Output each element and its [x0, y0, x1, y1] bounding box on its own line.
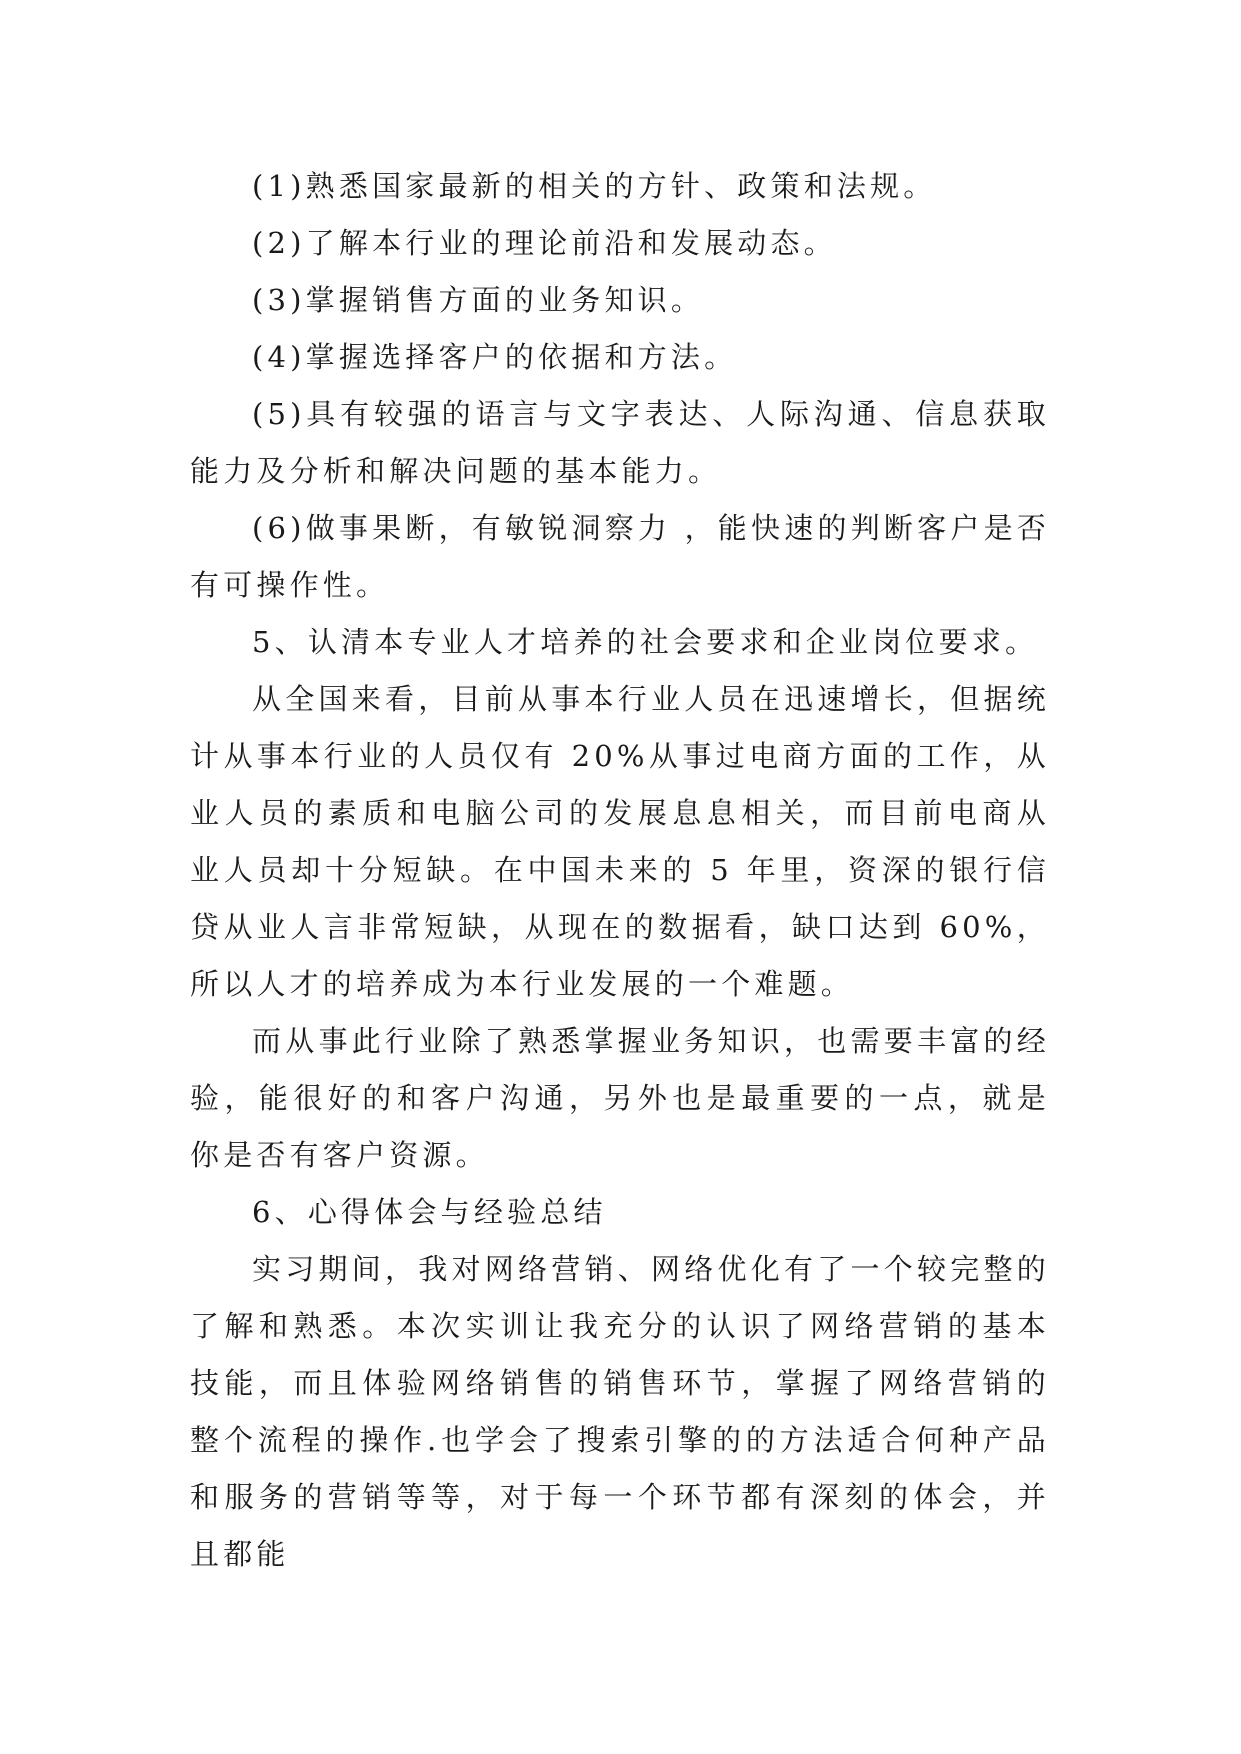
document-body — [190, 158, 1050, 1583]
list-item-2: (2)了解本行业的理论前沿和发展动态。 — [252, 226, 837, 260]
section-heading-6: 6、心得体会与经验总结 — [252, 1195, 607, 1229]
list-item-3: (3)掌握销售方面的业务知识。 — [252, 283, 705, 317]
body-paragraph: 从全国来看，目前从事本行业人员在迅速增长，但据统计从事本行业的人员仅有 20%从事过电商方面的工作，从业人员的素质和电脑公司的发展息息相关，而目前电商从业人员却十分短缺。在中国未来的 5 年里，资深的银行信贷从业人言非常短缺，从现在的数据看，缺口达到 60%，所以人才的培养成为本行业发展的一个难题。 — [190, 682, 1050, 1001]
list-item-4: (4)掌握选择客户的依据和方法。 — [252, 340, 738, 374]
list-item-1: (1)熟悉国家最新的相关的方针、政策和法规。 — [252, 169, 937, 203]
list-item-5: (5)具有较强的语言与文字表达、人际沟通、信息获取能力及分析和解决问题的基本能力。 — [190, 397, 1050, 488]
body-paragraph: 而从事此行业除了熟悉掌握业务知识，也需要丰富的经验，能很好的和客户沟通，另外也是最重要的一点，就是你是否有客户资源。 — [190, 1024, 1050, 1172]
list-item-6: (6)做事果断，有敏锐洞察力 ，能快速的判断客户是否有可操作性。 — [190, 511, 1050, 602]
body-paragraph: 实习期间，我对网络营销、网络优化有了一个较完整的了解和熟悉。本次实训让我充分的认识了网络营销的基本技能，而且体验网络销售的销售环节，掌握了网络营销的整个流程的操作.也学会了搜索引擎的的方法适合何种产品和服务的营销等等，对于每一个环节都有深刻的体会，并且都能 — [190, 1252, 1050, 1571]
section-heading-5: 5、认清本专业人才培养的社会要求和企业岗位要求。 — [252, 625, 1039, 659]
